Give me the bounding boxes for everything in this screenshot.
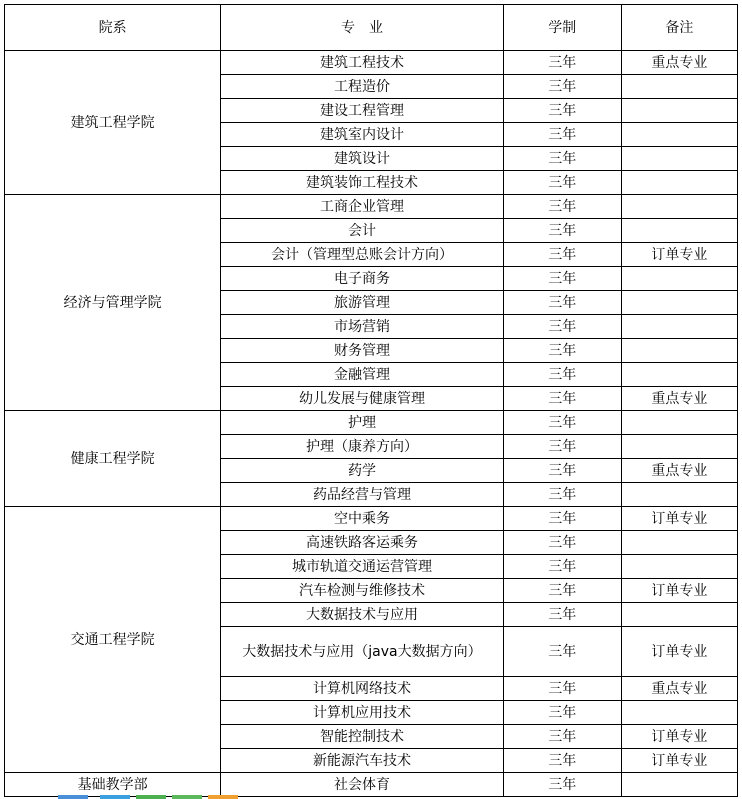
major-cell: 空中乘务 <box>221 507 503 531</box>
note-cell <box>621 363 737 387</box>
note-cell <box>621 435 737 459</box>
years-cell: 三年 <box>503 387 621 411</box>
note-cell: 订单专业 <box>621 627 737 677</box>
table-body <box>5 51 738 797</box>
note-cell: 重点专业 <box>621 459 737 483</box>
years-cell: 三年 <box>503 243 621 267</box>
years-cell: 三年 <box>503 219 621 243</box>
note-cell <box>621 267 737 291</box>
table-row <box>5 195 738 219</box>
years-cell: 三年 <box>503 459 621 483</box>
note-cell: 订单专业 <box>621 725 737 749</box>
color-strip-segment <box>208 795 238 799</box>
note-cell <box>621 195 737 219</box>
years-cell: 三年 <box>503 749 621 773</box>
dept-cell: 经济与管理学院 <box>5 195 221 411</box>
years-cell: 三年 <box>503 195 621 219</box>
note-cell <box>621 99 737 123</box>
years-cell: 三年 <box>503 411 621 435</box>
years-cell: 三年 <box>503 773 621 797</box>
years-cell: 三年 <box>503 531 621 555</box>
note-cell: 重点专业 <box>621 677 737 701</box>
note-cell: 重点专业 <box>621 387 737 411</box>
major-cell: 建筑设计 <box>221 147 503 171</box>
major-cell: 会计（管理型总账会计方向） <box>221 243 503 267</box>
years-cell: 三年 <box>503 555 621 579</box>
years-cell: 三年 <box>503 507 621 531</box>
years-cell: 三年 <box>503 677 621 701</box>
years-cell: 三年 <box>503 483 621 507</box>
years-cell: 三年 <box>503 75 621 99</box>
years-cell: 三年 <box>503 435 621 459</box>
years-cell: 三年 <box>503 123 621 147</box>
major-cell: 工程造价 <box>221 75 503 99</box>
major-cell: 金融管理 <box>221 363 503 387</box>
major-cell: 旅游管理 <box>221 291 503 315</box>
major-cell: 建筑装饰工程技术 <box>221 171 503 195</box>
header-row <box>5 5 738 51</box>
table-row <box>5 51 738 75</box>
note-cell: 重点专业 <box>621 51 737 75</box>
note-cell <box>621 315 737 339</box>
years-cell: 三年 <box>503 363 621 387</box>
major-cell: 建筑室内设计 <box>221 123 503 147</box>
note-cell <box>621 219 737 243</box>
years-cell: 三年 <box>503 725 621 749</box>
major-cell: 护理 <box>221 411 503 435</box>
major-cell: 市场营销 <box>221 315 503 339</box>
header-years: 学制 <box>503 5 621 51</box>
years-cell: 三年 <box>503 701 621 725</box>
color-strip-segment <box>58 795 88 799</box>
years-cell: 三年 <box>503 171 621 195</box>
major-cell: 幼儿发展与健康管理 <box>221 387 503 411</box>
years-cell: 三年 <box>503 267 621 291</box>
major-cell: 建筑工程技术 <box>221 51 503 75</box>
color-strip-segment <box>172 795 202 799</box>
major-cell: 护理（康养方向） <box>221 435 503 459</box>
table-row <box>5 507 738 531</box>
color-strip-segment <box>136 795 166 799</box>
note-cell <box>621 483 737 507</box>
major-cell: 建设工程管理 <box>221 99 503 123</box>
table-row <box>5 773 738 797</box>
note-cell <box>621 555 737 579</box>
note-cell: 订单专业 <box>621 579 737 603</box>
years-cell: 三年 <box>503 291 621 315</box>
majors-table <box>4 4 738 797</box>
major-cell: 新能源汽车技术 <box>221 749 503 773</box>
years-cell: 三年 <box>503 315 621 339</box>
note-cell <box>621 701 737 725</box>
note-cell <box>621 531 737 555</box>
years-cell: 三年 <box>503 339 621 363</box>
note-cell <box>621 171 737 195</box>
dept-cell: 健康工程学院 <box>5 411 221 507</box>
note-cell <box>621 123 737 147</box>
major-cell: 药品经营与管理 <box>221 483 503 507</box>
dept-cell: 建筑工程学院 <box>5 51 221 195</box>
years-cell: 三年 <box>503 99 621 123</box>
major-cell: 高速铁路客运乘务 <box>221 531 503 555</box>
note-cell <box>621 147 737 171</box>
note-cell: 订单专业 <box>621 749 737 773</box>
note-cell <box>621 339 737 363</box>
years-cell: 三年 <box>503 579 621 603</box>
major-cell: 电子商务 <box>221 267 503 291</box>
header-major: 专 业 <box>221 5 503 51</box>
header-note: 备注 <box>621 5 737 51</box>
major-cell: 汽车检测与维修技术 <box>221 579 503 603</box>
note-cell: 订单专业 <box>621 507 737 531</box>
major-cell: 计算机应用技术 <box>221 701 503 725</box>
note-cell <box>621 603 737 627</box>
note-cell <box>621 411 737 435</box>
major-cell: 工商企业管理 <box>221 195 503 219</box>
major-cell: 会计 <box>221 219 503 243</box>
major-cell: 社会体育 <box>221 773 503 797</box>
years-cell: 三年 <box>503 603 621 627</box>
major-cell: 计算机网络技术 <box>221 677 503 701</box>
header-dept: 院系 <box>5 5 221 51</box>
dept-cell: 基础教学部 <box>5 773 221 797</box>
color-strip-segment <box>100 795 130 799</box>
years-cell: 三年 <box>503 147 621 171</box>
dept-cell: 交通工程学院 <box>5 507 221 773</box>
major-cell: 药学 <box>221 459 503 483</box>
major-cell: 城市轨道交通运营管理 <box>221 555 503 579</box>
major-cell: 大数据技术与应用 <box>221 603 503 627</box>
note-cell <box>621 773 737 797</box>
years-cell: 三年 <box>503 51 621 75</box>
note-cell: 订单专业 <box>621 243 737 267</box>
note-cell <box>621 75 737 99</box>
years-cell: 三年 <box>503 627 621 677</box>
major-cell: 大数据技术与应用（java大数据方向） <box>221 627 503 677</box>
major-cell: 智能控制技术 <box>221 725 503 749</box>
table-row <box>5 411 738 435</box>
note-cell <box>621 291 737 315</box>
major-cell: 财务管理 <box>221 339 503 363</box>
